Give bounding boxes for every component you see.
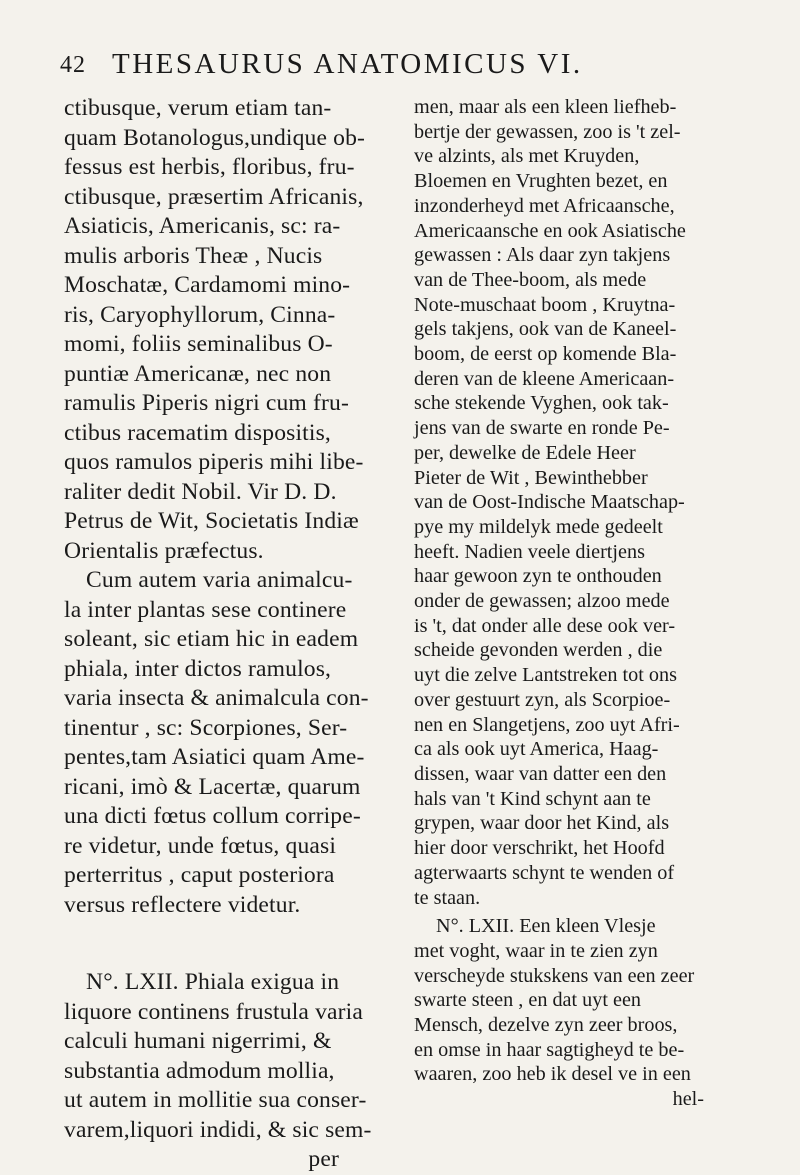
text-line: men, maar als een kleen liefheb- xyxy=(414,96,677,118)
text-line: N°. LXII. Een kleen Vlesje xyxy=(436,915,656,938)
text-line: gewassen : Als daar zyn takjens xyxy=(414,244,671,267)
text-line: phiala, inter dictos ramulos, xyxy=(64,655,332,682)
paragraph-gap xyxy=(64,920,399,968)
text-line: puntiæ Americanæ, nec non xyxy=(64,360,332,387)
running-title: THESAURUS ANATOMICUS VI. xyxy=(112,48,583,80)
text-line: per, dewelke de Edele Heer xyxy=(414,441,636,464)
text-line: nen en Slangetjens, zoo uyt Afri- xyxy=(414,713,680,736)
text-line: tinentur , sc: Scorpiones, Ser- xyxy=(64,714,348,741)
text-line: Mensch, dezelve zyn zeer broos, xyxy=(414,1014,678,1037)
text-line: inzonderheyd met Africaansche, xyxy=(414,194,675,217)
text-line: una dicti fœtus collum corripe- xyxy=(64,803,361,829)
text-line: fessus est herbis, floribus, fru- xyxy=(64,154,355,180)
text-line: pentes,tam Asiatici quam Ame- xyxy=(64,744,365,770)
latin-paragraph-3 xyxy=(64,968,399,1145)
text-line: ut autem in mollitie sua conser- xyxy=(64,1087,367,1113)
text-line: re videtur, unde fœtus, quasi xyxy=(64,832,337,859)
text-line: bertje der gewassen, zoo is 't zel- xyxy=(414,120,681,143)
text-line: deren van de kleene Americaan- xyxy=(414,367,675,390)
page-number: 42 xyxy=(60,52,86,78)
text-line: ctibusque, verum etiam tan- xyxy=(64,95,332,121)
text-line: boom, de eerst op komende Bla- xyxy=(414,343,677,366)
text-line: Orientalis præfectus. xyxy=(64,537,264,564)
text-line: ris, Caryophyllorum, Cinna- xyxy=(64,301,336,328)
text-line: perterritus , caput posteriora xyxy=(64,862,335,888)
latin-paragraph-2 xyxy=(64,566,399,920)
text-line: hier door verschrikt, het Hoofd xyxy=(414,837,665,860)
text-line: te staan. xyxy=(414,886,481,909)
latin-paragraph-1 xyxy=(64,94,399,566)
dutch-column xyxy=(414,95,764,1112)
dutch-paragraph-1 xyxy=(414,95,764,910)
text-line: Moschatæ, Cardamomi mino- xyxy=(64,272,351,298)
text-line: calculi humani nigerrimi, & xyxy=(64,1028,332,1054)
text-line: sche stekende Vyghen, ook tak- xyxy=(414,392,669,415)
page-header xyxy=(60,48,760,88)
text-line: pye my mildelyk mede gedeelt xyxy=(414,515,663,538)
text-line: quam Botanologus,undique ob- xyxy=(64,124,366,151)
text-line: ricani, imò & Lacertæ, quarum xyxy=(64,773,361,800)
text-line: hals van 't Kind schynt aan te xyxy=(414,787,651,810)
text-line: raliter dedit Nobil. Vir D. D. xyxy=(64,478,337,505)
text-line: ca als ook uyt America, Haag- xyxy=(414,738,659,761)
text-line: Bloemen en Vrughten bezet, en xyxy=(414,170,668,193)
text-line: varem,liquori indidi, & sic sem- xyxy=(64,1116,372,1143)
text-line: substantia admodum mollia, xyxy=(64,1057,335,1084)
text-line: la inter plantas sese continere xyxy=(64,596,347,623)
text-line: N°. LXII. Phiala exigua in xyxy=(86,969,340,995)
text-line: met voght, waar in te zien zyn xyxy=(414,939,658,962)
text-line: Americaansche en ook Asiatische xyxy=(414,219,686,242)
text-line: Cum autem varia animalcu- xyxy=(86,567,353,593)
text-line: liquore continens frustula varia xyxy=(64,998,363,1025)
text-line: en omse in haar sagtigheyd te be- xyxy=(414,1038,685,1061)
text-line: swarte steen , en dat uyt een xyxy=(414,989,642,1012)
text-line: is 't, dat onder alle dese ook ver- xyxy=(414,614,676,637)
text-line: Pieter de Wit , Bewinthebber xyxy=(414,466,648,489)
text-line: over gestuurt zyn, als Scorpioe- xyxy=(414,688,671,711)
text-line: van de Thee-boom, als mede xyxy=(414,268,647,291)
text-line: mulis arboris Theæ , Nucis xyxy=(64,242,323,269)
text-line: grypen, waar door het Kind, als xyxy=(414,812,670,835)
text-line: Note-muschaat boom , Kruytna- xyxy=(414,293,676,316)
text-line: agterwaarts schynt te wenden of xyxy=(414,861,675,884)
dutch-paragraph-2 xyxy=(414,914,764,1087)
text-line: ve alzints, als met Kruyden, xyxy=(414,145,640,168)
text-line: quos ramulos piperis mihi libe- xyxy=(64,449,364,475)
text-line: ctibusque, præsertim Africanis, xyxy=(64,183,364,210)
text-line: dissen, waar van datter een den xyxy=(414,762,667,785)
text-line: Asiaticis, Americanis, sc: ra- xyxy=(64,213,341,239)
text-line: soleant, sic etiam hic in eadem xyxy=(64,626,359,652)
latin-column xyxy=(64,94,399,1175)
text-line: Petrus de Wit, Societatis Indiæ xyxy=(64,508,359,534)
text-line: jens van de swarte en ronde Pe- xyxy=(414,417,670,440)
text-line: haar gewoon zyn te onthouden xyxy=(414,565,662,588)
text-line: varia insecta & animalcula con- xyxy=(64,685,369,711)
dutch-catchword: hel- xyxy=(672,1088,704,1111)
text-line: momi, foliis seminalibus O- xyxy=(64,331,333,357)
text-line: waaren, zoo heb ik desel ve in een xyxy=(414,1063,691,1086)
text-line: uyt die zelve Lantstreken tot ons xyxy=(414,664,677,687)
latin-catchword: per xyxy=(308,1146,339,1172)
text-line: van de Oost-Indische Maatschap- xyxy=(414,491,685,514)
text-line: ramulis Piperis nigri cum fru- xyxy=(64,390,349,416)
text-line: gels takjens, ook van de Kaneel- xyxy=(414,318,677,341)
text-line: scheide gevonden werden , die xyxy=(414,639,663,662)
text-line: onder de gewassen; alzoo mede xyxy=(414,590,670,613)
text-line: ctibus racematim dispositis, xyxy=(64,419,331,446)
text-line: heeft. Nadien veele diertjens xyxy=(414,540,645,563)
text-line: verscheyde stukskens van een zeer xyxy=(414,964,695,987)
text-line: versus reflectere videtur. xyxy=(64,891,301,918)
